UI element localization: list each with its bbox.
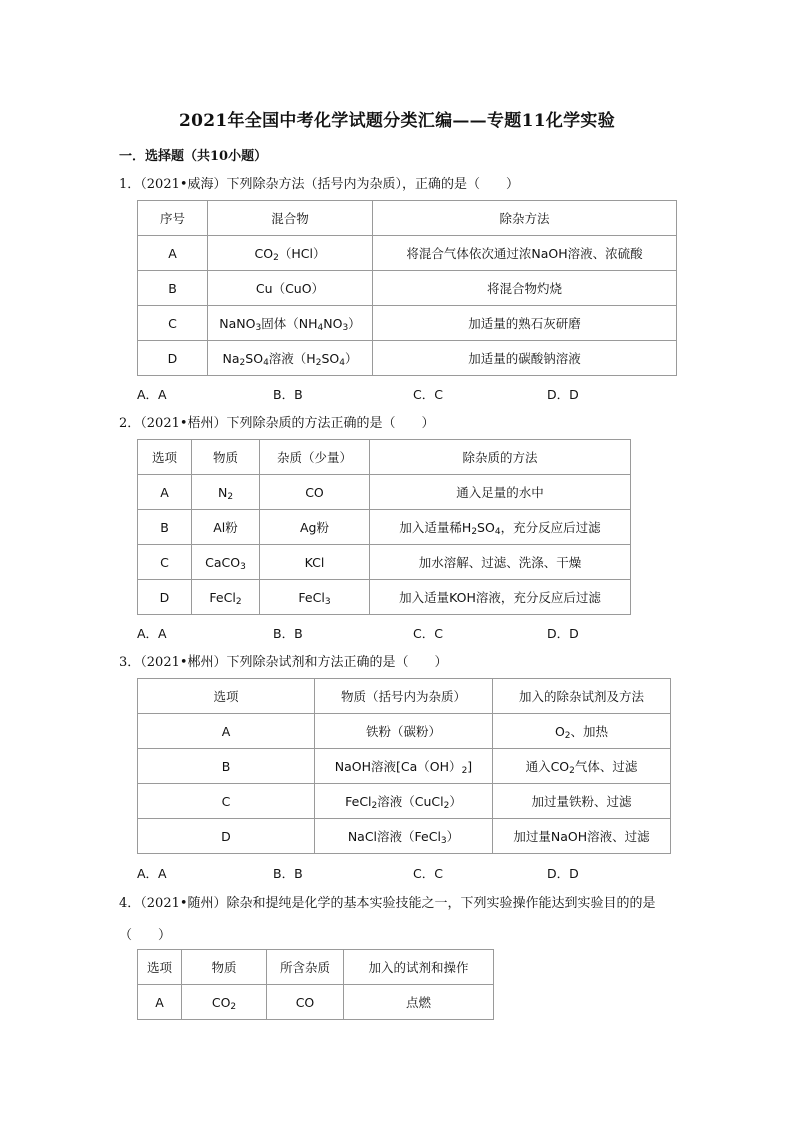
table-cell: Cu（CuO） [208,271,373,306]
table-cell: 通入$CO_2$气体、过滤 [493,749,671,784]
table-header-row [138,201,677,236]
table-cell: 选项 [138,440,192,475]
option-a[interactable]: A．A [137,626,167,641]
question-1-options [137,385,697,403]
table-row [138,341,677,376]
table-row [138,580,631,615]
table-cell: 物质（括号内为杂质） [315,679,493,714]
table-cell: A [138,985,182,1020]
table-cell: B [138,749,315,784]
table-row [138,475,631,510]
table-cell: 加适量的熟石灰研磨 [373,306,677,341]
table-cell: D [138,819,315,854]
option-c[interactable]: C．C [413,387,443,402]
option-a[interactable]: A．A [137,866,167,881]
page-title: 2021年全国中考化学试题分类汇编——专题11化学实验 [178,111,616,131]
table-cell: 加入适量KOH溶液，充分反应后过滤 [370,580,631,615]
question-2-options [137,624,697,642]
table-cell: $CO_2$ [182,985,267,1020]
table-cell: 物质 [192,440,260,475]
table-cell: FeCl$_2$溶液（CuCl$_2$） [315,784,493,819]
table-cell: 除杂方法 [373,201,677,236]
question-1-stem: 1．（2021•威海）下列除杂方法（括号内为杂质），正确的是（ ） [119,177,520,192]
table-row [138,985,494,1020]
table-cell: C [138,306,208,341]
table-row [138,545,631,580]
table-cell: 加适量的碳酸钠溶液 [373,341,677,376]
option-b[interactable]: B．B [273,387,303,402]
option-c[interactable]: C．C [413,866,443,881]
question-3-table [137,678,671,854]
question-4-stem: 4．（2021•随州）除杂和提纯是化学的基本实验技能之一，下列实验操作能达到实验目的的是（ ） [119,896,656,943]
table-cell: B [138,510,192,545]
table-cell: 加过量铁粉、过滤 [493,784,671,819]
option-d[interactable]: D．D [547,866,579,881]
table-cell: $CO_2(HCl)$ [208,236,373,271]
question-2-table [137,439,631,615]
table-cell: Al粉 [192,510,260,545]
table-cell: $O_2$、加热 [493,714,671,749]
table-cell: 杂质（少量） [260,440,370,475]
table-cell: A [138,236,208,271]
table-cell: 物质 [182,950,267,985]
option-d[interactable]: D．D [547,626,579,641]
table-cell: 加入的试剂和操作 [344,950,494,985]
table-cell: NaNO$_3$固体$(NH_4NO_3)$ [208,306,373,341]
question-2-stem: 2．（2021•梧州）下列除杂质的方法正确的是（ ） [119,416,435,431]
table-cell: A [138,714,315,749]
table-row [138,236,677,271]
table-cell: 除杂质的方法 [370,440,631,475]
table-cell: Ag粉 [260,510,370,545]
question-1-table [137,200,677,376]
table-cell: CO [260,475,370,510]
table-row [138,819,671,854]
table-cell: 选项 [138,950,182,985]
table-cell: CaCO$_3$ [192,545,260,580]
table-cell: D [138,580,192,615]
table-cell: D [138,341,208,376]
table-cell: $N_2$ [192,475,260,510]
option-a[interactable]: A．A [137,387,167,402]
table-cell: FeCl$_3$ [260,580,370,615]
table-row [138,510,631,545]
table-cell: 所含杂质 [267,950,344,985]
question-4-table [137,949,494,1020]
table-cell: 加过量NaOH溶液、过滤 [493,819,671,854]
table-cell: 点燃 [344,985,494,1020]
table-row [138,714,671,749]
table-cell: C [138,784,315,819]
table-cell: A [138,475,192,510]
table-cell: 铁粉（碳粉） [315,714,493,749]
table-cell: 通入足量的水中 [370,475,631,510]
table-cell: NaCl溶液（FeCl$_3$） [315,819,493,854]
table-cell: NaOH溶液$[Ca(OH)_2]$ [315,749,493,784]
table-cell: 混合物 [208,201,373,236]
table-cell: FeCl$_2$ [192,580,260,615]
table-row [138,784,671,819]
table-cell: 选项 [138,679,315,714]
section-heading: 一．选择题（共10小题） [119,149,268,164]
table-cell: $Na_2SO_4$溶液$(H_2SO_4)$ [208,341,373,376]
question-3-stem: 3．（2021•郴州）下列除杂试剂和方法正确的是（ ） [119,655,448,670]
table-row [138,749,671,784]
table-cell: C [138,545,192,580]
option-b[interactable]: B．B [273,866,303,881]
table-cell: 序号 [138,201,208,236]
table-header-row [138,679,671,714]
table-cell: 加入适量稀$H_2SO_4$，充分反应后过滤 [370,510,631,545]
table-cell: 将混合物灼烧 [373,271,677,306]
option-c[interactable]: C．C [413,626,443,641]
table-cell: 加水溶解、过滤、洗涤、干燥 [370,545,631,580]
option-b[interactable]: B．B [273,626,303,641]
table-cell: KCl [260,545,370,580]
table-cell: B [138,271,208,306]
table-header-row [138,950,494,985]
table-cell: CO [267,985,344,1020]
table-cell: 加入的除杂试剂及方法 [493,679,671,714]
option-d[interactable]: D．D [547,387,579,402]
table-cell: 将混合气体依次通过浓NaOH溶液、浓硫酸 [373,236,677,271]
question-3-options [137,864,697,882]
table-row [138,306,677,341]
table-header-row [138,440,631,475]
table-row [138,271,677,306]
